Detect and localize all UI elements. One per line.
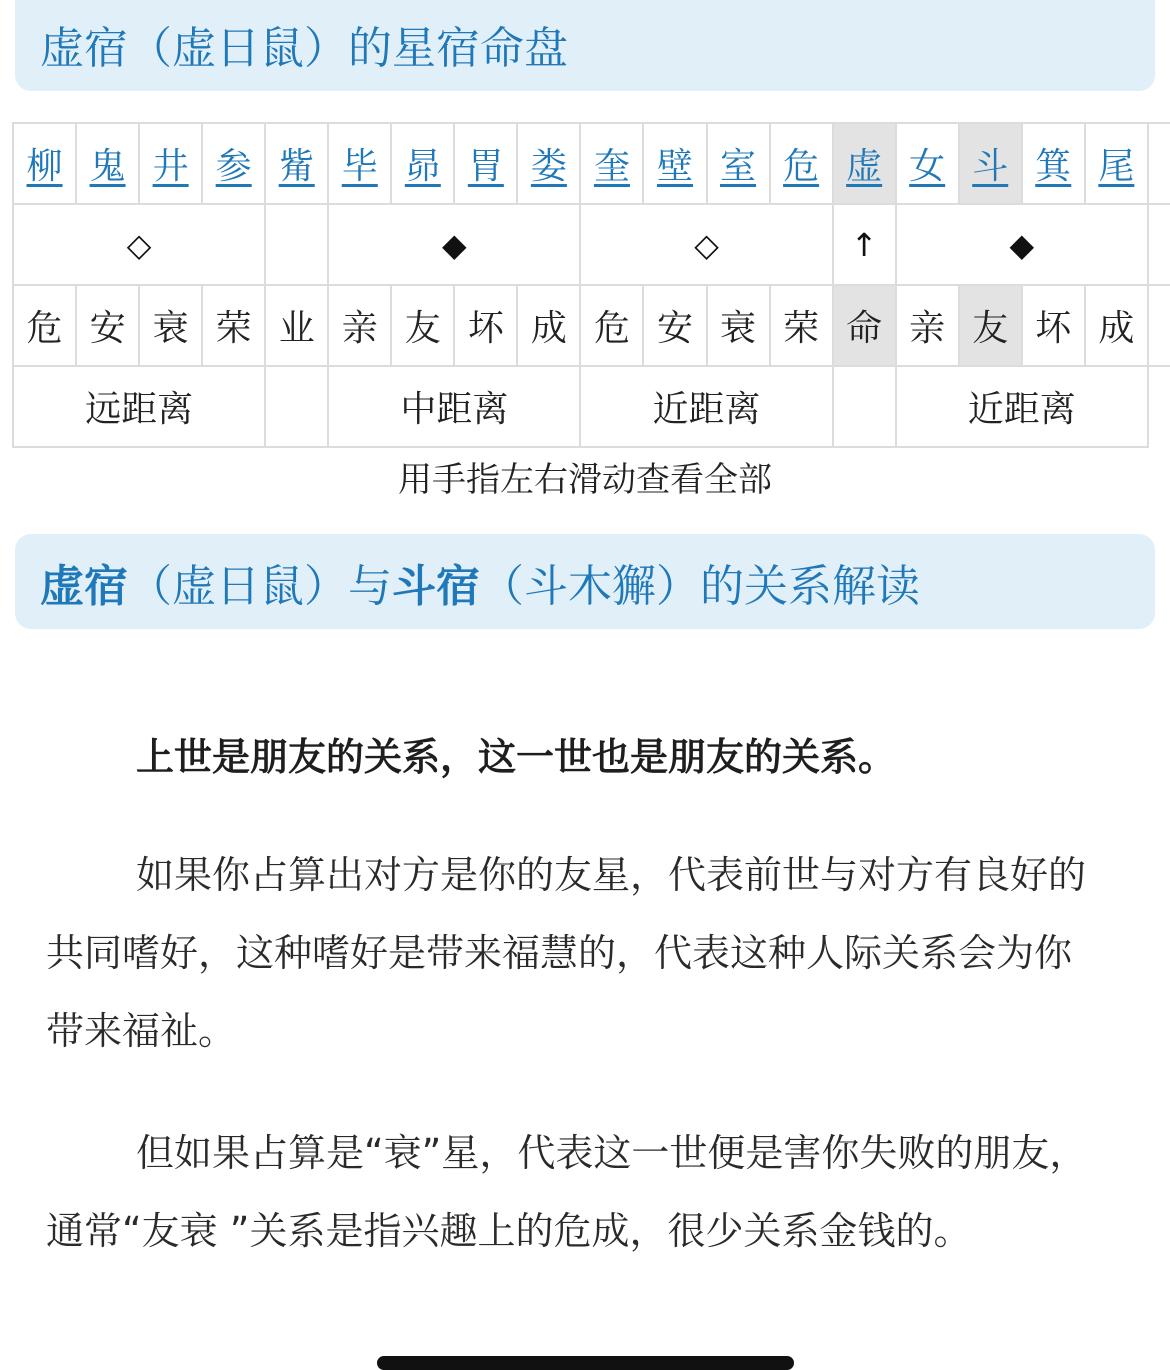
star-cell[interactable] <box>1085 123 1148 204</box>
relation-cell-empty <box>1148 285 1170 366</box>
star-cell[interactable] <box>391 123 454 204</box>
star-cell-self[interactable] <box>833 123 896 204</box>
star-row <box>13 123 1170 204</box>
relation-cell: 荣 <box>770 285 833 366</box>
star-cell[interactable] <box>328 123 391 204</box>
distance-cell-empty <box>265 366 328 447</box>
mark-cell <box>896 204 1148 285</box>
relation-cell: 荣 <box>202 285 265 366</box>
relation-cell: 衰 <box>707 285 770 366</box>
target-mansion-name: 斗宿 <box>392 560 480 612</box>
self-mansion-name: 虚宿 <box>40 560 128 612</box>
star-link[interactable]: 虚 <box>846 146 883 187</box>
relation-cell: 危 <box>580 285 643 366</box>
star-cell[interactable] <box>265 123 328 204</box>
hollow-diamond-icon: ◇ <box>126 226 152 264</box>
star-cell[interactable] <box>707 123 770 204</box>
star-link[interactable]: 井 <box>152 146 189 187</box>
target-mansion-alias: （斗木獬）的关系解读 <box>480 560 920 612</box>
mark-cell <box>580 204 832 285</box>
star-link[interactable]: 觜 <box>278 146 315 187</box>
star-cell-empty <box>1148 123 1170 204</box>
star-cell[interactable] <box>896 123 959 204</box>
star-link[interactable]: 娄 <box>530 146 567 187</box>
relation-cell: 衰 <box>139 285 202 366</box>
relation-cell: 安 <box>643 285 706 366</box>
star-link[interactable]: 箕 <box>1035 146 1072 187</box>
relation-row <box>13 285 1170 366</box>
star-link[interactable]: 柳 <box>26 146 63 187</box>
distance-cell: 中距离 <box>328 366 580 447</box>
star-cell[interactable] <box>13 123 76 204</box>
mark-cell <box>328 204 580 285</box>
star-link[interactable]: 鬼 <box>89 146 126 187</box>
mansion-chart-table <box>12 122 1170 448</box>
star-cell[interactable] <box>770 123 833 204</box>
star-cell[interactable] <box>580 123 643 204</box>
mansion-chart-scroller[interactable] <box>12 122 1170 448</box>
relation-cell: 坏 <box>454 285 517 366</box>
relation-cell: 成 <box>1085 285 1148 366</box>
home-indicator[interactable] <box>377 1356 794 1370</box>
distance-cell: 远距离 <box>13 366 265 447</box>
relation-cell: 业 <box>265 285 328 366</box>
star-cell[interactable] <box>517 123 580 204</box>
distance-cell-empty <box>833 366 896 447</box>
mark-cell <box>13 204 265 285</box>
star-cell[interactable] <box>454 123 517 204</box>
relation-cell: 成 <box>517 285 580 366</box>
star-link[interactable]: 参 <box>215 146 252 187</box>
relation-cell: 亲 <box>896 285 959 366</box>
article-paragraph: 如果你占算出对方是你的友星，代表前世与对方有良好的共同嗜好，这种嗜好是带来福慧的，代表这种人际关系会为你带来福祉。 <box>46 853 1087 1053</box>
star-link[interactable]: 室 <box>720 146 757 187</box>
up-arrow-icon: ↑ <box>850 226 878 264</box>
star-link[interactable]: 壁 <box>656 146 693 187</box>
relation-cell: 亲 <box>328 285 391 366</box>
relation-cell: 危 <box>13 285 76 366</box>
star-link[interactable]: 胃 <box>467 146 504 187</box>
star-cell[interactable] <box>643 123 706 204</box>
mark-row <box>13 204 1170 285</box>
star-cell[interactable] <box>202 123 265 204</box>
distance-row <box>13 366 1170 447</box>
article-paragraph: 但如果占算是“衰”星，代表这一世便是害你失败的朋友，通常“友衰 ”关系是指兴趣上的危成，很少关系金钱的。 <box>46 1131 1088 1253</box>
star-link[interactable]: 毕 <box>341 146 378 187</box>
mark-cell-empty <box>265 204 328 285</box>
star-link[interactable]: 尾 <box>1098 146 1135 187</box>
swipe-hint: 用手指左右滑动查看全部 <box>398 460 772 500</box>
relation-section-header <box>15 534 1155 629</box>
mark-cell <box>833 204 896 285</box>
chart-section-title: 虚宿（虚日鼠）的星宿命盘 <box>40 22 568 74</box>
relation-cell-target: 友 <box>959 285 1022 366</box>
relation-cell: 友 <box>391 285 454 366</box>
star-link[interactable]: 昴 <box>404 146 441 187</box>
star-link[interactable]: 奎 <box>593 146 630 187</box>
relation-cell-self: 命 <box>833 285 896 366</box>
star-cell[interactable] <box>139 123 202 204</box>
star-cell[interactable] <box>1022 123 1085 204</box>
star-link[interactable]: 斗 <box>972 146 1009 187</box>
distance-cell: 近距离 <box>896 366 1148 447</box>
star-cell[interactable] <box>76 123 139 204</box>
chart-section-header <box>15 0 1155 91</box>
star-cell-target[interactable] <box>959 123 1022 204</box>
solid-diamond-icon: ◆ <box>442 226 467 264</box>
solid-diamond-icon: ◆ <box>1009 226 1035 264</box>
relation-cell: 坏 <box>1022 285 1085 366</box>
hollow-diamond-icon: ◇ <box>694 226 719 264</box>
distance-cell: 近距离 <box>580 366 832 447</box>
star-link[interactable]: 女 <box>909 146 946 187</box>
self-mansion-alias: （虚日鼠）与 <box>128 560 392 612</box>
article-lead: 上世是朋友的关系，这一世也是朋友的关系。 <box>136 735 897 779</box>
relation-cell: 安 <box>76 285 139 366</box>
star-link[interactable]: 危 <box>783 146 820 187</box>
